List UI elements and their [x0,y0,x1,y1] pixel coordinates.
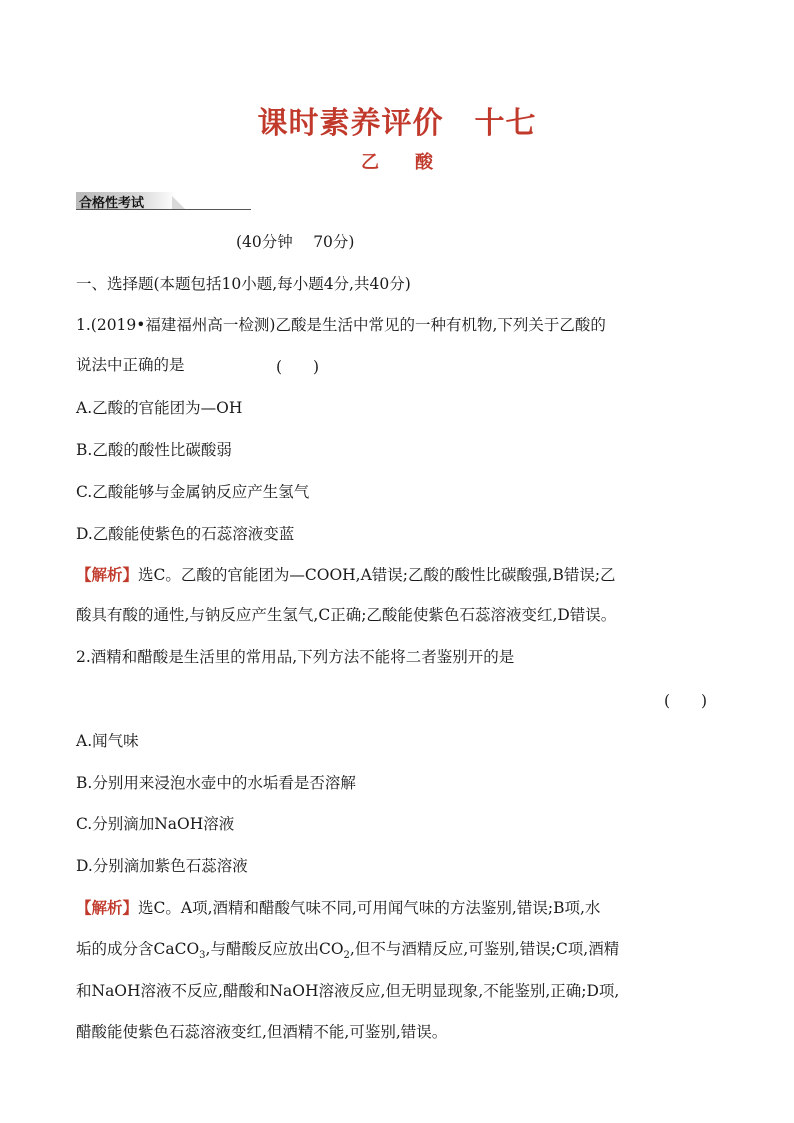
page-title: 课时素养评价 十七 [257,106,537,141]
q2-option-c: C.分别滴加NaOH溶液 [76,815,235,833]
q1-analysis-line2: 酸具有酸的通性,与钠反应产生氢气,C正确;乙酸能使紫色石蕊溶液变红,D错误。 [76,606,617,624]
q2-analysis-line1 [76,898,600,918]
q2-analysis-line2 [76,939,619,966]
section-bar-notch [172,196,186,210]
q2-analysis-line3: 和NaOH溶液不反应,醋酸和NaOH溶液反应,但无明显现象,不能鉴别,正确;D项, [76,982,620,1000]
q1-stem-line2: 说法中正确的是 [76,356,185,374]
q1-option-c: C.乙酸能够与金属钠反应产生氢气 [76,483,310,501]
q2-analysis-tag: 【解析】 [76,899,139,917]
q2-sub-3: 3 [199,950,206,962]
q2-analysis-text2b: ,与醋酸反应放出CO [205,940,344,958]
section-heading: 一、选择题(本题包括10小题,每小题4分,共40分) [76,275,411,293]
q1-option-a: A.乙酸的官能团为—OH [76,399,243,417]
q2-analysis-text2a: 垢的成分含CaCO [76,940,200,958]
q1-stem-line1: 1.(2019•福建福州高一检测)乙酸是生活中常见的一种有机物,下列关于乙酸的 [76,316,606,334]
q1-analysis-tag: 【解析】 [76,566,139,584]
q2-answer-bracket: ( ) [664,692,708,710]
q2-stem: 2.酒精和醋酸是生活里的常用品,下列方法不能将二者鉴别开的是 [76,648,515,666]
q1-option-b: B.乙酸的酸性比碳酸弱 [76,441,232,459]
q1-analysis-line1 [76,565,616,585]
q2-analysis-text2c: ,但不与酒精反应,可鉴别,错误;C项,酒精 [349,940,620,958]
section-label-bar [76,192,176,210]
q2-sub-2: 2 [343,950,350,962]
q2-analysis-line4: 醋酸能使紫色石蕊溶液变红,但酒精不能,可鉴别,错误。 [76,1023,448,1041]
time-score: (40分钟 70分) [236,233,355,251]
q2-option-b: B.分别用来浸泡水壶中的水垢看是否溶解 [76,774,356,792]
q2-analysis-text1: 选C。A项,酒精和醋酸气味不同,可用闻气味的方法鉴别,错误;B项,水 [138,899,601,917]
q1-analysis-text1: 选C。乙酸的官能团为—COOH,A错误;乙酸的酸性比碳酸强,B错误;乙 [138,566,616,584]
q1-answer-bracket: ( ) [276,358,320,376]
q1-option-d: D.乙酸能使紫色的石蕊溶液变蓝 [76,525,295,543]
q2-option-d: D.分别滴加紫色石蕊溶液 [76,857,248,875]
q2-option-a: A.闻气味 [76,732,139,750]
page-subtitle: 乙 酸 [361,152,433,173]
section-label: 合格性考试 [79,196,145,211]
